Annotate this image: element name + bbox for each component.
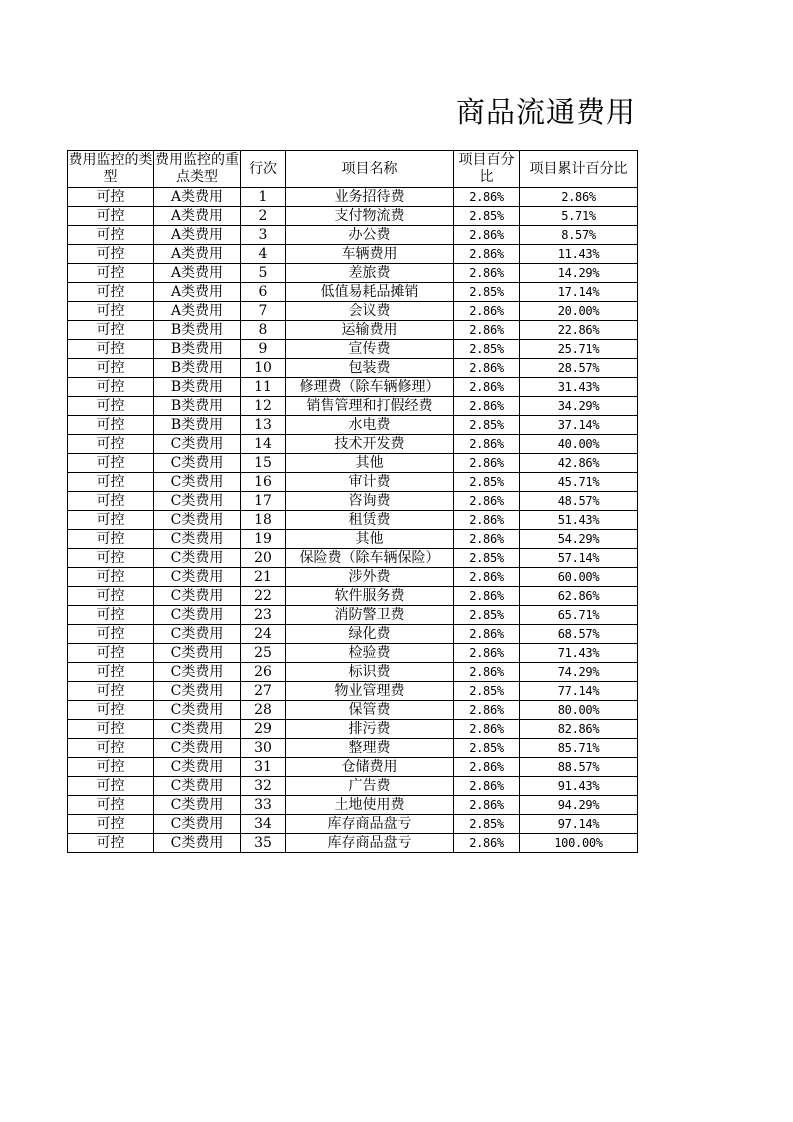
item-pct-cell: 2.86%	[454, 302, 520, 321]
control-cell: 可控	[68, 245, 154, 264]
item-pct-cell: 2.85%	[454, 416, 520, 435]
item-pct-cell: 2.86%	[454, 701, 520, 720]
control-cell: 可控	[68, 435, 154, 454]
header-control-type: 费用监控的类型	[68, 151, 154, 188]
header-cumulative-pct: 项目累计百分比	[520, 151, 638, 188]
control-cell: 可控	[68, 397, 154, 416]
control-cell: 可控	[68, 758, 154, 777]
control-cell: 可控	[68, 834, 154, 853]
cumulative-pct-cell: 88.57%	[520, 758, 638, 777]
header-item-name: 项目名称	[286, 151, 454, 188]
control-cell: 可控	[68, 587, 154, 606]
item-pct-cell: 2.86%	[454, 758, 520, 777]
row-number-cell: 5	[241, 264, 286, 283]
item-pct-cell: 2.86%	[454, 188, 520, 207]
row-number-cell: 8	[241, 321, 286, 340]
control-cell: 可控	[68, 321, 154, 340]
row-number-cell: 27	[241, 682, 286, 701]
item-name-cell: 包装费	[286, 359, 454, 378]
item-pct-cell: 2.86%	[454, 568, 520, 587]
category-cell: C类费用	[154, 568, 241, 587]
row-number-cell: 1	[241, 188, 286, 207]
item-pct-cell: 2.85%	[454, 549, 520, 568]
item-pct-cell: 2.86%	[454, 492, 520, 511]
header-item-pct: 项目百分比	[454, 151, 520, 188]
item-pct-cell: 2.86%	[454, 625, 520, 644]
item-pct-cell: 2.86%	[454, 321, 520, 340]
category-cell: B类费用	[154, 340, 241, 359]
row-number-cell: 29	[241, 720, 286, 739]
table-row	[68, 454, 638, 473]
control-cell: 可控	[68, 815, 154, 834]
table-row	[68, 226, 638, 245]
row-number-cell: 20	[241, 549, 286, 568]
category-cell: C类费用	[154, 701, 241, 720]
item-pct-cell: 2.85%	[454, 340, 520, 359]
cumulative-pct-cell: 31.43%	[520, 378, 638, 397]
category-cell: A类费用	[154, 226, 241, 245]
table-row	[68, 625, 638, 644]
row-number-cell: 14	[241, 435, 286, 454]
item-pct-cell: 2.85%	[454, 815, 520, 834]
row-number-cell: 23	[241, 606, 286, 625]
table-row	[68, 492, 638, 511]
control-cell: 可控	[68, 682, 154, 701]
table-row	[68, 815, 638, 834]
table-row	[68, 606, 638, 625]
row-number-cell: 13	[241, 416, 286, 435]
item-pct-cell: 2.86%	[454, 245, 520, 264]
item-name-cell: 检验费	[286, 644, 454, 663]
category-cell: C类费用	[154, 454, 241, 473]
cumulative-pct-cell: 22.86%	[520, 321, 638, 340]
row-number-cell: 3	[241, 226, 286, 245]
item-name-cell: 土地使用费	[286, 796, 454, 815]
item-pct-cell: 2.86%	[454, 511, 520, 530]
category-cell: C类费用	[154, 644, 241, 663]
row-number-cell: 7	[241, 302, 286, 321]
item-name-cell: 运输费用	[286, 321, 454, 340]
row-number-cell: 19	[241, 530, 286, 549]
table-header-row	[68, 151, 638, 188]
row-number-cell: 18	[241, 511, 286, 530]
table-row	[68, 264, 638, 283]
cumulative-pct-cell: 8.57%	[520, 226, 638, 245]
category-cell: C类费用	[154, 511, 241, 530]
table-row	[68, 511, 638, 530]
table-row	[68, 378, 638, 397]
category-cell: A类费用	[154, 302, 241, 321]
cumulative-pct-cell: 71.43%	[520, 644, 638, 663]
category-cell: C类费用	[154, 492, 241, 511]
item-pct-cell: 2.86%	[454, 587, 520, 606]
item-name-cell: 保险费（除车辆保险）	[286, 549, 454, 568]
cumulative-pct-cell: 51.43%	[520, 511, 638, 530]
control-cell: 可控	[68, 549, 154, 568]
row-number-cell: 21	[241, 568, 286, 587]
table-row	[68, 188, 638, 207]
cumulative-pct-cell: 74.29%	[520, 663, 638, 682]
category-cell: C类费用	[154, 758, 241, 777]
category-cell: C类费用	[154, 777, 241, 796]
category-cell: C类费用	[154, 587, 241, 606]
category-cell: A类费用	[154, 188, 241, 207]
control-cell: 可控	[68, 416, 154, 435]
table-row	[68, 302, 638, 321]
cumulative-pct-cell: 5.71%	[520, 207, 638, 226]
item-name-cell: 其他	[286, 530, 454, 549]
cumulative-pct-cell: 14.29%	[520, 264, 638, 283]
item-name-cell: 排污费	[286, 720, 454, 739]
table-row	[68, 796, 638, 815]
control-cell: 可控	[68, 302, 154, 321]
header-focus-type: 费用监控的重点类型	[154, 151, 241, 188]
item-name-cell: 销售管理和打假经费	[286, 397, 454, 416]
category-cell: C类费用	[154, 530, 241, 549]
row-number-cell: 31	[241, 758, 286, 777]
item-name-cell: 其他	[286, 454, 454, 473]
item-name-cell: 整理费	[286, 739, 454, 758]
table-row	[68, 416, 638, 435]
category-cell: B类费用	[154, 397, 241, 416]
item-name-cell: 低值易耗品摊销	[286, 283, 454, 302]
category-cell: C类费用	[154, 682, 241, 701]
row-number-cell: 32	[241, 777, 286, 796]
item-pct-cell: 2.86%	[454, 226, 520, 245]
item-name-cell: 审计费	[286, 473, 454, 492]
cumulative-pct-cell: 97.14%	[520, 815, 638, 834]
control-cell: 可控	[68, 739, 154, 758]
cumulative-pct-cell: 34.29%	[520, 397, 638, 416]
cumulative-pct-cell: 85.71%	[520, 739, 638, 758]
item-pct-cell: 2.86%	[454, 834, 520, 853]
category-cell: C类费用	[154, 796, 241, 815]
category-cell: C类费用	[154, 663, 241, 682]
item-name-cell: 广告费	[286, 777, 454, 796]
table-row	[68, 701, 638, 720]
cumulative-pct-cell: 48.57%	[520, 492, 638, 511]
row-number-cell: 24	[241, 625, 286, 644]
control-cell: 可控	[68, 473, 154, 492]
header-row-no: 行次	[241, 151, 286, 188]
control-cell: 可控	[68, 568, 154, 587]
table-row	[68, 834, 638, 853]
table-row	[68, 397, 638, 416]
row-number-cell: 2	[241, 207, 286, 226]
cumulative-pct-cell: 65.71%	[520, 606, 638, 625]
item-name-cell: 消防警卫费	[286, 606, 454, 625]
item-pct-cell: 2.86%	[454, 777, 520, 796]
category-cell: C类费用	[154, 625, 241, 644]
category-cell: A类费用	[154, 245, 241, 264]
row-number-cell: 30	[241, 739, 286, 758]
row-number-cell: 28	[241, 701, 286, 720]
item-pct-cell: 2.86%	[454, 796, 520, 815]
cumulative-pct-cell: 20.00%	[520, 302, 638, 321]
control-cell: 可控	[68, 340, 154, 359]
cumulative-pct-cell: 82.86%	[520, 720, 638, 739]
control-cell: 可控	[68, 264, 154, 283]
cumulative-pct-cell: 54.29%	[520, 530, 638, 549]
cumulative-pct-cell: 25.71%	[520, 340, 638, 359]
table-row	[68, 777, 638, 796]
table-row	[68, 568, 638, 587]
item-name-cell: 修理费（除车辆修理）	[286, 378, 454, 397]
item-pct-cell: 2.86%	[454, 644, 520, 663]
category-cell: C类费用	[154, 815, 241, 834]
control-cell: 可控	[68, 207, 154, 226]
item-name-cell: 咨询费	[286, 492, 454, 511]
cumulative-pct-cell: 68.57%	[520, 625, 638, 644]
control-cell: 可控	[68, 511, 154, 530]
row-number-cell: 35	[241, 834, 286, 853]
item-name-cell: 涉外费	[286, 568, 454, 587]
control-cell: 可控	[68, 359, 154, 378]
item-name-cell: 业务招待费	[286, 188, 454, 207]
category-cell: C类费用	[154, 473, 241, 492]
cumulative-pct-cell: 60.00%	[520, 568, 638, 587]
cumulative-pct-cell: 45.71%	[520, 473, 638, 492]
category-cell: C类费用	[154, 606, 241, 625]
item-pct-cell: 2.86%	[454, 663, 520, 682]
table-row	[68, 587, 638, 606]
table-body	[68, 188, 638, 853]
table-row	[68, 530, 638, 549]
item-pct-cell: 2.85%	[454, 283, 520, 302]
control-cell: 可控	[68, 777, 154, 796]
row-number-cell: 9	[241, 340, 286, 359]
item-pct-cell: 2.85%	[454, 606, 520, 625]
row-number-cell: 6	[241, 283, 286, 302]
table-row	[68, 359, 638, 378]
cumulative-pct-cell: 57.14%	[520, 549, 638, 568]
cumulative-pct-cell: 11.43%	[520, 245, 638, 264]
category-cell: A类费用	[154, 283, 241, 302]
item-name-cell: 差旅费	[286, 264, 454, 283]
item-name-cell: 会议费	[286, 302, 454, 321]
item-pct-cell: 2.85%	[454, 473, 520, 492]
cumulative-pct-cell: 100.00%	[520, 834, 638, 853]
table-row	[68, 245, 638, 264]
item-name-cell: 技术开发费	[286, 435, 454, 454]
item-pct-cell: 2.86%	[454, 720, 520, 739]
table-row	[68, 283, 638, 302]
item-pct-cell: 2.86%	[454, 530, 520, 549]
row-number-cell: 12	[241, 397, 286, 416]
category-cell: B类费用	[154, 321, 241, 340]
control-cell: 可控	[68, 378, 154, 397]
item-pct-cell: 2.85%	[454, 207, 520, 226]
row-number-cell: 10	[241, 359, 286, 378]
table-row	[68, 758, 638, 777]
item-pct-cell: 2.85%	[454, 682, 520, 701]
item-name-cell: 保管费	[286, 701, 454, 720]
category-cell: C类费用	[154, 834, 241, 853]
control-cell: 可控	[68, 796, 154, 815]
row-number-cell: 17	[241, 492, 286, 511]
category-cell: B类费用	[154, 359, 241, 378]
item-pct-cell: 2.86%	[454, 378, 520, 397]
category-cell: A类费用	[154, 264, 241, 283]
category-cell: C类费用	[154, 720, 241, 739]
category-cell: C类费用	[154, 739, 241, 758]
table-row	[68, 340, 638, 359]
category-cell: C类费用	[154, 549, 241, 568]
table-row	[68, 739, 638, 758]
item-name-cell: 租赁费	[286, 511, 454, 530]
item-name-cell: 车辆费用	[286, 245, 454, 264]
control-cell: 可控	[68, 720, 154, 739]
row-number-cell: 15	[241, 454, 286, 473]
control-cell: 可控	[68, 701, 154, 720]
control-cell: 可控	[68, 226, 154, 245]
category-cell: A类费用	[154, 207, 241, 226]
row-number-cell: 26	[241, 663, 286, 682]
cumulative-pct-cell: 2.86%	[520, 188, 638, 207]
table-row	[68, 682, 638, 701]
table-row	[68, 663, 638, 682]
item-name-cell: 库存商品盘亏	[286, 834, 454, 853]
table-row	[68, 473, 638, 492]
table-row	[68, 435, 638, 454]
control-cell: 可控	[68, 283, 154, 302]
row-number-cell: 4	[241, 245, 286, 264]
control-cell: 可控	[68, 663, 154, 682]
table-row	[68, 207, 638, 226]
item-pct-cell: 2.86%	[454, 264, 520, 283]
row-number-cell: 33	[241, 796, 286, 815]
category-cell: C类费用	[154, 435, 241, 454]
control-cell: 可控	[68, 188, 154, 207]
cumulative-pct-cell: 80.00%	[520, 701, 638, 720]
table-row	[68, 644, 638, 663]
cumulative-pct-cell: 91.43%	[520, 777, 638, 796]
control-cell: 可控	[68, 492, 154, 511]
table-row	[68, 321, 638, 340]
item-pct-cell: 2.86%	[454, 454, 520, 473]
control-cell: 可控	[68, 625, 154, 644]
row-number-cell: 11	[241, 378, 286, 397]
category-cell: B类费用	[154, 378, 241, 397]
item-pct-cell: 2.85%	[454, 739, 520, 758]
control-cell: 可控	[68, 530, 154, 549]
cumulative-pct-cell: 62.86%	[520, 587, 638, 606]
cumulative-pct-cell: 37.14%	[520, 416, 638, 435]
item-name-cell: 宣传费	[286, 340, 454, 359]
row-number-cell: 34	[241, 815, 286, 834]
expense-table	[67, 150, 638, 853]
cumulative-pct-cell: 94.29%	[520, 796, 638, 815]
item-pct-cell: 2.86%	[454, 397, 520, 416]
item-name-cell: 物业管理费	[286, 682, 454, 701]
page-title: 商品流通费用	[456, 95, 637, 129]
item-name-cell: 办公费	[286, 226, 454, 245]
row-number-cell: 25	[241, 644, 286, 663]
cumulative-pct-cell: 77.14%	[520, 682, 638, 701]
cumulative-pct-cell: 28.57%	[520, 359, 638, 378]
item-name-cell: 库存商品盘亏	[286, 815, 454, 834]
control-cell: 可控	[68, 606, 154, 625]
item-name-cell: 水电费	[286, 416, 454, 435]
item-name-cell: 支付物流费	[286, 207, 454, 226]
control-cell: 可控	[68, 454, 154, 473]
item-name-cell: 绿化费	[286, 625, 454, 644]
item-name-cell: 仓储费用	[286, 758, 454, 777]
cumulative-pct-cell: 40.00%	[520, 435, 638, 454]
table-row	[68, 549, 638, 568]
category-cell: B类费用	[154, 416, 241, 435]
row-number-cell: 16	[241, 473, 286, 492]
cumulative-pct-cell: 42.86%	[520, 454, 638, 473]
table-row	[68, 720, 638, 739]
control-cell: 可控	[68, 644, 154, 663]
item-name-cell: 标识费	[286, 663, 454, 682]
row-number-cell: 22	[241, 587, 286, 606]
item-name-cell: 软件服务费	[286, 587, 454, 606]
item-pct-cell: 2.86%	[454, 359, 520, 378]
item-pct-cell: 2.86%	[454, 435, 520, 454]
cumulative-pct-cell: 17.14%	[520, 283, 638, 302]
